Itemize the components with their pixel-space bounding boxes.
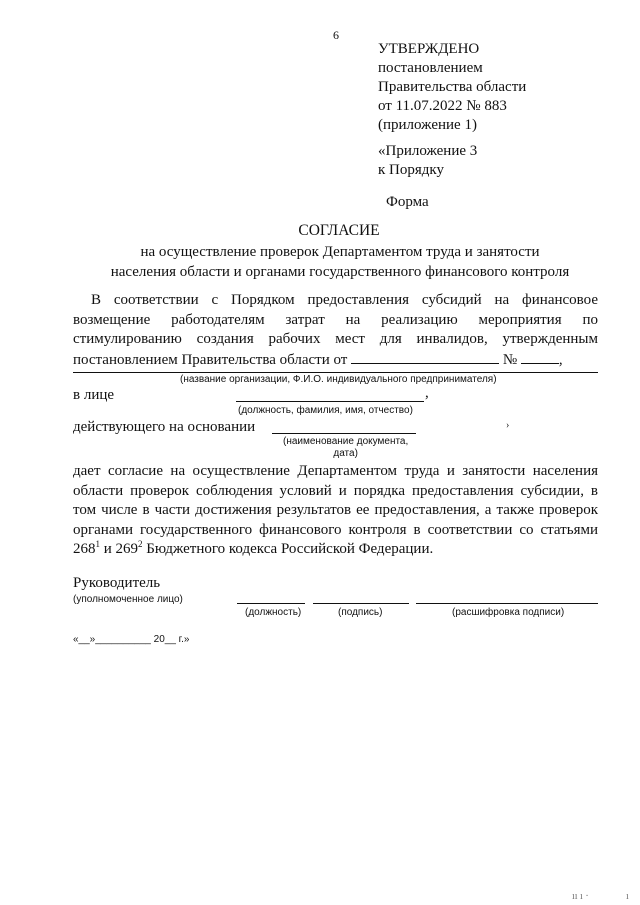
basis-label: действующего на основании (73, 419, 256, 435)
head-caption: (уполномоченное лицо) (73, 594, 183, 605)
document-subtitle (80, 242, 600, 282)
subtitle-line: на осуществление проверок Департаментом труда и занятости (140, 244, 540, 260)
approval-heading: УТВЕРЖДЕНО (378, 41, 480, 57)
head-label: Руководитель (73, 575, 161, 591)
subtitle-line: населения области и органами государственного финансового контроля (110, 264, 570, 280)
signature-line (313, 603, 409, 604)
consent-text: дает согласие на осуществление Департаментом труда и занятости населения области проверок соблюдения условий и порядка предоставления субсидии, в том числе в части достижения результатов ее предоставления, а также проверок органами государственного финансового контроля в соответствии со статьями 268 (73, 463, 598, 557)
approval-line: Правительства области (378, 79, 527, 95)
decoding-line (416, 603, 598, 604)
position-line (237, 603, 305, 604)
basis-line (272, 433, 416, 434)
footnote-marker: 2 (138, 539, 143, 549)
consent-paragraph (73, 462, 598, 560)
page-number: 6 (333, 28, 339, 42)
approval-line: постановлением (378, 60, 483, 76)
organization-line (73, 372, 598, 373)
organization-caption: (название организации, Ф.И.О. индивидуального предпринимателя) (180, 374, 497, 385)
date-line: «__»__________ 20__ г.» (73, 634, 190, 645)
basis-caption-line: дата) (333, 448, 358, 459)
basis-caption-line: (наименование документа, (283, 436, 409, 447)
person-caption: (должность, фамилия, имя, отчество) (238, 405, 413, 416)
consent-text: Бюджетного кодекса Российской Федерации. (142, 541, 434, 557)
resolution-date-blank (351, 350, 499, 364)
intro-text: В соответствии с Порядком предоставления субсидий на финансовое возмещение работодателям затрат на реализацию мероприятия по стимулированию создания рабочих мест для инвалидов, утвержденным постановлением Правительства области от (73, 292, 598, 368)
approval-block (378, 40, 526, 135)
number-sign: № (502, 351, 518, 368)
signature-caption: (подпись) (338, 607, 383, 618)
end-comma: , (558, 351, 563, 368)
person-line (236, 401, 424, 402)
consent-text: и 269 (100, 541, 139, 557)
appendix-line: к Порядку (378, 162, 444, 178)
appendix-block (378, 142, 477, 180)
stray-mark: › (506, 420, 510, 431)
form-label: Форма (386, 194, 429, 210)
position-caption: (должность) (245, 607, 302, 618)
approval-line: (приложение 1) (378, 117, 477, 133)
footer-mark: ıı ı · (572, 891, 589, 902)
footnote-marker: 1 (95, 539, 100, 549)
approval-line: от 11.07.2022 № 883 (378, 98, 507, 114)
basis-caption (283, 436, 408, 460)
footer-mark: ı (626, 891, 629, 902)
resolution-number-blank (521, 350, 559, 364)
person-label: в лице (73, 387, 115, 403)
document-title: СОГЛАСИЕ (298, 222, 380, 239)
person-comma: , (425, 385, 429, 401)
intro-paragraph (73, 291, 598, 370)
appendix-line: «Приложение 3 (378, 143, 478, 159)
decoding-caption: (расшифровка подписи) (452, 607, 565, 618)
